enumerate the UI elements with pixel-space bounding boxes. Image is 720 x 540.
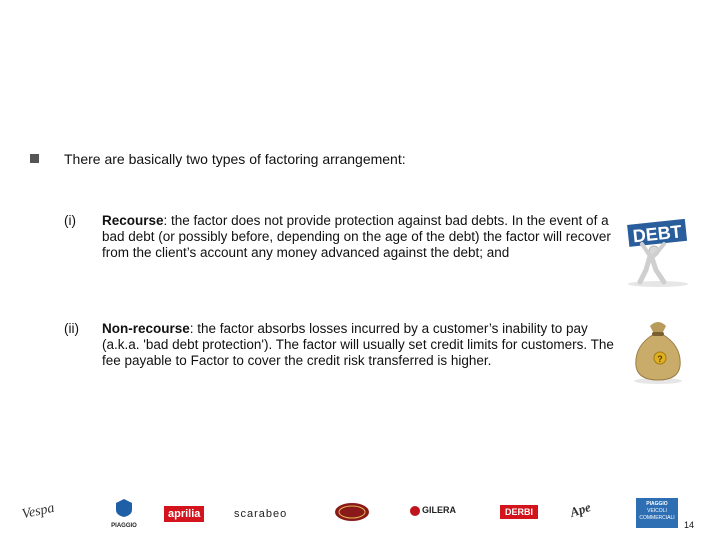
aprilia-logo: aprilia — [164, 506, 204, 522]
scarabeo-logo: scarabeo — [234, 508, 288, 520]
item-term: Non-recourse — [102, 321, 190, 336]
item-term: Recourse — [102, 213, 164, 228]
item-text: : the factor absorbs losses incurred by a customer’s inability to pay (a.k.a. 'bad debt protection'). The factor will usually set credit limits for customers. The fee payable to Factor to cover the credit risk transferred is higher. — [102, 321, 614, 368]
piaggio-logo-text: PIAGGIO — [111, 523, 137, 529]
square-bullet-icon — [30, 154, 39, 163]
bag-question-label: ? — [657, 354, 663, 364]
piaggio-commercial-logo: PIAGGIO VEICOLI COMMERCIALI — [636, 498, 678, 528]
piaggio-shield-icon — [115, 498, 133, 518]
vespa-logo: Vespa — [20, 500, 56, 523]
gilera-logo-text: GILERA — [422, 505, 457, 515]
brand-logos-strip — [0, 490, 720, 540]
gilera-emblem-icon — [410, 506, 420, 516]
ape-logo: Ape — [568, 499, 593, 520]
item-marker: (i) — [64, 213, 76, 228]
gilera-logo — [410, 505, 456, 516]
item-text: : the factor does not provide protection against bad debts. In the event of a bad debt (or possibly before, depending on the age of the debt) the factor will recover from the client’s account any money advanced against the debt; and — [102, 213, 611, 260]
page-number: 14 — [684, 520, 695, 530]
debt-burden-image — [620, 218, 692, 288]
debt-label: DEBT — [631, 221, 683, 247]
moto-guzzi-badge-icon — [334, 502, 370, 522]
item-body — [102, 321, 614, 369]
item-marker: (ii) — [64, 321, 79, 336]
piaggio-logo — [104, 498, 144, 529]
derbi-logo: DERBI — [500, 505, 538, 519]
item-body — [102, 213, 614, 261]
intro-text: There are basically two types of factoring arrangement: — [64, 151, 406, 167]
money-bag-image — [626, 316, 690, 384]
